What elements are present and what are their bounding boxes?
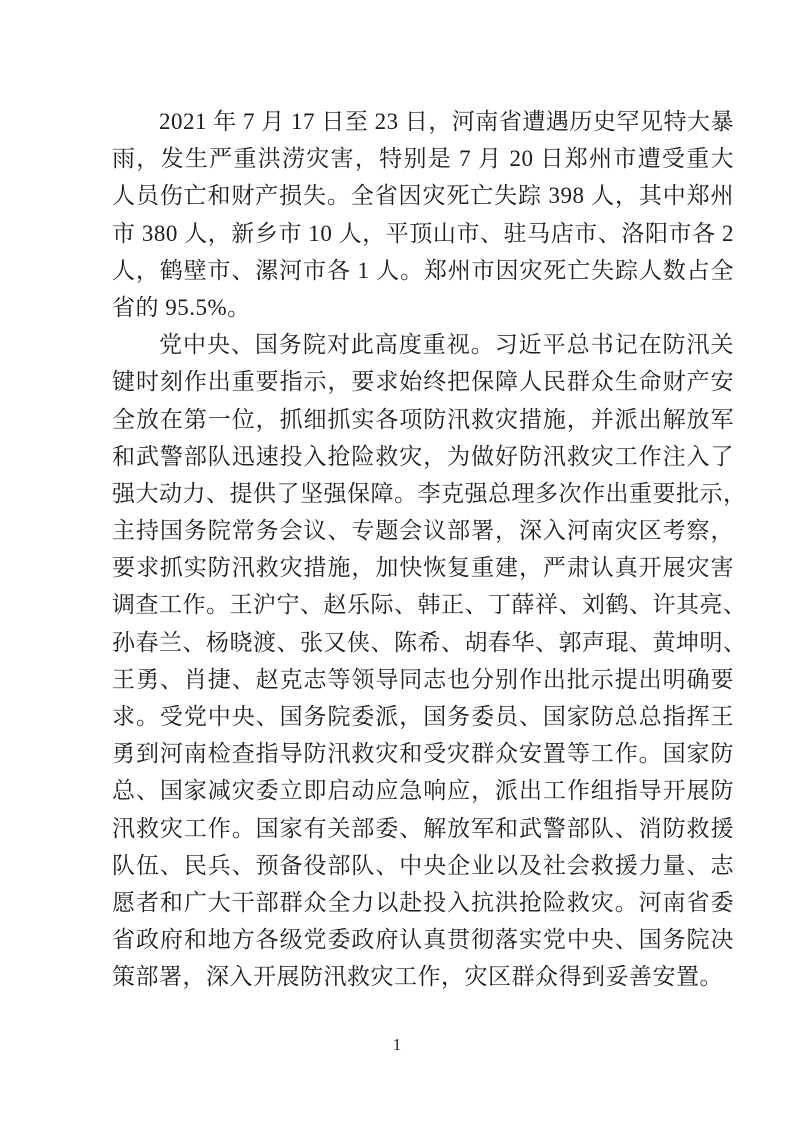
paragraph <box>112 326 747 995</box>
document-body <box>112 103 747 996</box>
text-line: 2021 年 7 月 17 日至 23 日，河南省遭遇历史罕见特大暴 <box>159 109 734 134</box>
text-line: 省的 95.5%。 <box>112 294 251 320</box>
text-line: 雨，发生严重洪涝灾害，特别是 7 月 20 日郑州市遭受重大 <box>112 146 734 172</box>
text-line: 党中央、国务院对此高度重视。习近平总书记在防汛关 <box>159 332 734 358</box>
text-line: 强大动力、提供了坚强保障。李克强总理多次作出重要批示， <box>112 480 747 506</box>
text-line: 勇到河南检查指导防汛救灾和受灾群众安置等工作。国家防 <box>112 741 734 767</box>
text-line: 人员伤亡和财产损失。全省因灾死亡失踪 398 人，其中郑州 <box>112 183 734 209</box>
text-line: 孙春兰、杨晓渡、张又侠、陈希、胡春华、郭声琨、黄坤明、 <box>112 629 747 655</box>
text-line: 全放在第一位，抓细抓实各项防汛救灾措施，并派出解放军 <box>112 406 734 432</box>
text-line: 省政府和地方各级党委政府认真贯彻落实党中央、国务院决 <box>112 927 734 953</box>
text-line: 和武警部队迅速投入抢险救灾，为做好防汛救灾工作注入了 <box>112 443 734 469</box>
page-footer <box>0 1034 794 1056</box>
text-line: 市 380 人，新乡市 10 人，平顶山市、驻马店市、洛阳市各 2 <box>112 220 734 246</box>
text-line: 王勇、肖捷、赵克志等领导同志也分别作出批示提出明确要 <box>112 666 734 692</box>
text-line: 要求抓实防汛救灾措施，加快恢复重建，严肃认真开展灾害 <box>112 555 734 581</box>
text-line: 人，鹤壁市、漯河市各 1 人。郑州市因灾死亡失踪人数占全 <box>112 257 734 283</box>
text-line: 汛救灾工作。国家有关部委、解放军和武警部队、消防救援 <box>112 815 734 841</box>
text-line: 总、国家减灾委立即启动应急响应，派出工作组指导开展防 <box>112 778 734 804</box>
page-number: 1 <box>392 1035 402 1054</box>
paragraph <box>112 103 734 326</box>
text-line: 求。受党中央、国务院委派，国务委员、国家防总总指挥王 <box>112 704 734 729</box>
text-line: 愿者和广大干部群众全力以赴投入抗洪抢险救灾。河南省委 <box>112 889 734 915</box>
text-line: 队伍、民兵、预备役部队、中央企业以及社会救援力量、志 <box>112 852 734 878</box>
text-line: 主持国务院常务会议、专题会议部署，深入河南灾区考察， <box>112 518 734 544</box>
text-line: 调查工作。王沪宁、赵乐际、韩正、丁薛祥、刘鹤、许其亮、 <box>112 592 747 618</box>
text-line: 键时刻作出重要指示，要求始终把保障人民群众生命财产安 <box>112 369 734 395</box>
text-line: 策部署，深入开展防汛救灾工作，灾区群众得到妥善安置。 <box>112 964 723 990</box>
